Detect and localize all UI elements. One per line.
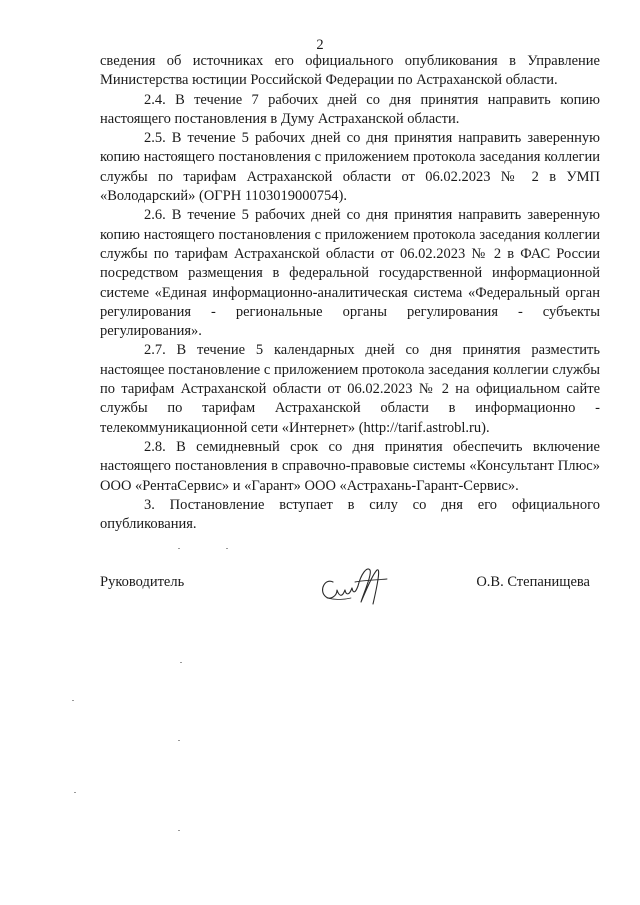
scan-speck xyxy=(74,792,76,793)
scan-speck xyxy=(180,662,182,663)
signatory-title: Руководитель xyxy=(100,574,185,590)
page-number: 2 xyxy=(316,37,324,53)
paragraph-2-5: 2.5. В течение 5 рабочих дней со дня принятия направить заверенную копию настоящего постановления с приложением протокола заседания коллегии службы по тарифам Астраханской области от 06.02.2023 № 2 в УМП «Володарский» (ОГРН 1103019000754). xyxy=(100,130,600,205)
paragraph-2-8: 2.8. В семидневный срок со дня принятия обеспечить включение настоящего постановления в справочно-правовые системы «Консультант Плюс» ООО «РентаСервис» и «Гарант» ООО «Астрахань-Гарант-Сервис». xyxy=(100,438,600,494)
scan-speck xyxy=(226,548,228,549)
scan-speck xyxy=(72,700,74,701)
paragraph-3: 3. Постановление вступает в силу со дня его официального опубликования. xyxy=(100,496,600,533)
signatory-name: О.В. Степанищева xyxy=(476,574,590,590)
handwritten-signature xyxy=(315,560,395,610)
scan-speck xyxy=(178,830,180,831)
paragraph-continuation: сведения об источниках его официального опубликования в Управление Министерства юстиции Российской Федерации по Астраханской области. xyxy=(100,53,600,89)
scan-speck xyxy=(178,548,180,549)
document-body xyxy=(100,52,600,534)
paragraph-2-4: 2.4. В течение 7 рабочих дней со дня принятия направить копию настоящего постановления в Думу Астраханской области. xyxy=(100,91,600,127)
scan-speck xyxy=(178,740,180,741)
paragraph-2-6: 2.6. В течение 5 рабочих дней со дня принятия направить заверенную копию настоящего постановления с приложением протокола заседания коллегии службы по тарифам Астраханской области от 06.02.2023 № 2 в ФАС России посредством размещения в федеральной государственной информационной системе «Единая информационно-аналитическая система «Федеральный орган регулирования - региональные органы регулирования - субъекты регулирования». xyxy=(100,207,600,340)
paragraph-2-7: 2.7. В течение 5 календарных дней со дня принятия разместить настоящее постановление с приложением протокола заседания коллегии службы по тарифам Астраханской области от 06.02.2023 № 2 на официальном сайте службы по тарифам Астраханской области в информационно - телекоммуникационной сети «Интернет» (http://tarif.astrobl.ru). xyxy=(100,342,600,436)
signature-block xyxy=(100,568,600,628)
